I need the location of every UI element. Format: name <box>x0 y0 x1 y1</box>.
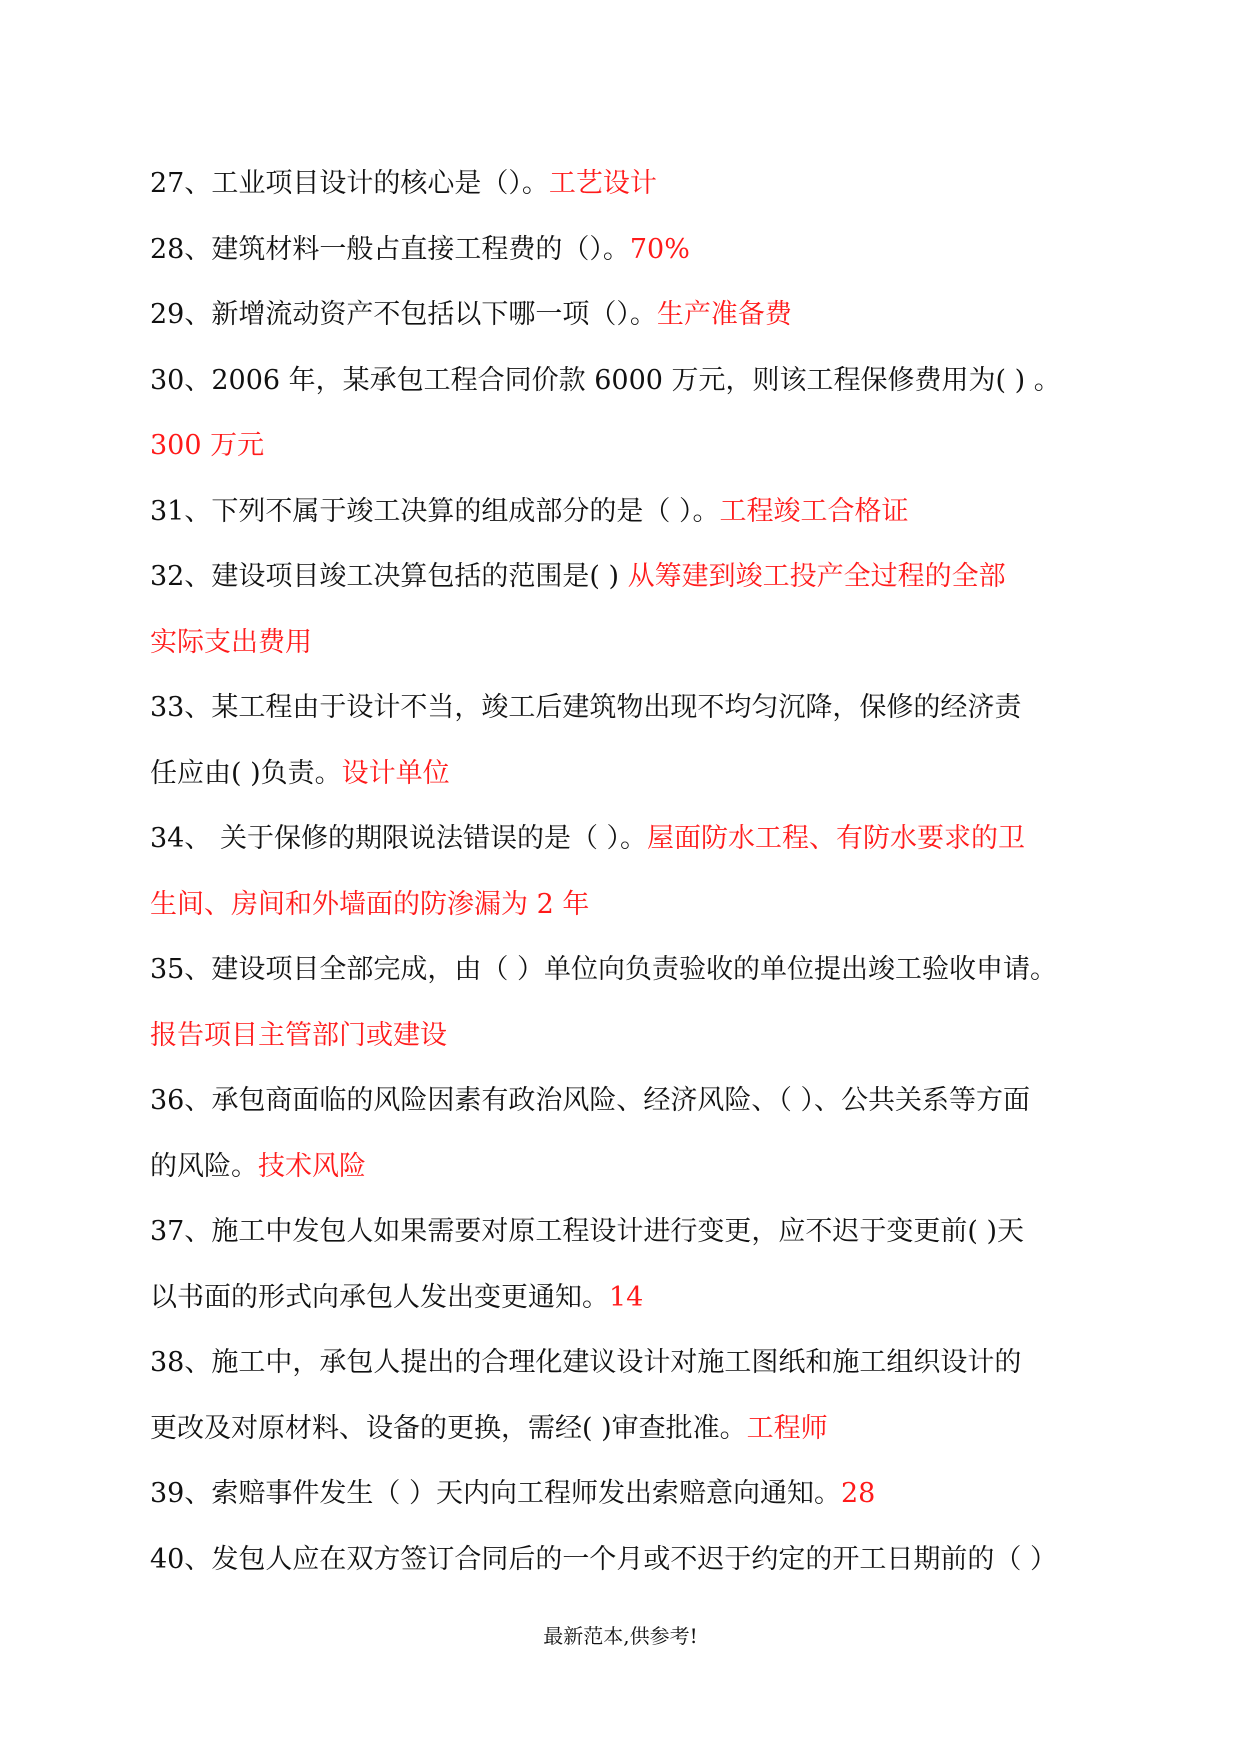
text-line <box>150 486 1100 552</box>
answer-text: 报告项目主管部门或建设 <box>150 1019 447 1051</box>
answer-text: 14 <box>609 1281 644 1313</box>
question-text: 31、下列不属于竣工决算的组成部分的是（ ）。 <box>150 495 720 527</box>
answer-text: 技术风险 <box>258 1150 366 1182</box>
text-line <box>150 813 1100 879</box>
question-text: 27、工业项目设计的核心是（）。 <box>150 168 549 199</box>
text-line <box>150 355 1100 421</box>
question-text: 36、承包商面临的风险因素有政治风险、经济风险、（ ）、公共关系等方面 <box>150 1085 1030 1116</box>
text-line <box>150 1403 1100 1469</box>
text-line <box>150 551 1100 617</box>
text-line <box>150 420 1100 486</box>
text-line <box>150 1010 1100 1076</box>
question-text: 29、新增流动资产不包括以下哪一项（）。 <box>150 299 657 330</box>
text-line <box>150 1141 1100 1207</box>
question-text: 33、某工程由于设计不当，竣工后建筑物出现不均匀沉降，保修的经济责 <box>150 692 1022 723</box>
text-line <box>150 748 1100 814</box>
answer-text: 设计单位 <box>341 757 450 789</box>
question-text: 30、2006 年，某承包工程合同价款 6000 万元，则该工程保修费用为( ) 。 <box>150 364 1061 396</box>
question-text: 39、索赔事件发生（ ）天内向工程师发出索赔意向通知。 <box>150 1478 841 1509</box>
answer-text: 工艺设计 <box>548 168 657 199</box>
text-line <box>150 289 1100 355</box>
text-line <box>150 879 1100 945</box>
text-line <box>150 1075 1100 1141</box>
text-line <box>150 944 1100 1010</box>
question-text: 34、 关于保修的期限说法错误的是（ ）。 <box>150 823 648 854</box>
text-line <box>150 1534 1100 1600</box>
text-line <box>150 158 1100 224</box>
answer-text: 生产准备费 <box>656 299 792 330</box>
answer-text: 实际支出费用 <box>150 626 312 658</box>
answer-text: 从筹建到竣工投产全过程的全部 <box>627 561 1006 592</box>
question-text: 38、施工中，承包人提出的合理化建议设计对施工图纸和施工组织设计的 <box>150 1347 1022 1378</box>
answer-text: 70% <box>629 233 690 265</box>
text-line <box>150 1206 1100 1272</box>
text-line <box>150 682 1100 748</box>
text-line <box>150 224 1100 290</box>
page-footer: 最新范本,供参考! <box>543 1624 698 1648</box>
question-text: 28、建筑材料一般占直接工程费的（）。 <box>150 233 630 265</box>
answer-text: 工程竣工合格证 <box>719 495 909 527</box>
question-text: 更改及对原材料、设备的更换，需经( )审查批准。 <box>150 1412 747 1444</box>
question-text: 以书面的形式向承包人发出变更通知。 <box>150 1281 609 1313</box>
question-text: 任应由( )负责。 <box>150 757 342 789</box>
text-line <box>150 617 1100 683</box>
question-text: 40、发包人应在双方签订合同后的一个月或不迟于约定的开工日期前的（ ） <box>150 1543 1057 1575</box>
answer-text: 工程师 <box>746 1412 828 1444</box>
question-list <box>150 158 1100 1599</box>
question-text: 32、建设项目竣工决算包括的范围是( ) <box>150 561 628 592</box>
answer-text: 生间、房间和外墙面的防渗漏为 2 年 <box>150 888 590 920</box>
answer-text: 28 <box>840 1478 876 1509</box>
question-text: 的风险。 <box>150 1150 258 1182</box>
text-line <box>150 1337 1100 1403</box>
text-line <box>150 1272 1100 1338</box>
text-line <box>150 1468 1100 1534</box>
question-text: 35、建设项目全部完成，由（ ）单位向负责验收的单位提出竣工验收申请。 <box>150 954 1057 985</box>
answer-text: 300 万元 <box>150 430 265 461</box>
answer-text: 屋面防水工程、有防水要求的卫 <box>647 823 1026 854</box>
question-text: 37、施工中发包人如果需要对原工程设计进行变更，应不迟于变更前( )天 <box>150 1216 1025 1247</box>
